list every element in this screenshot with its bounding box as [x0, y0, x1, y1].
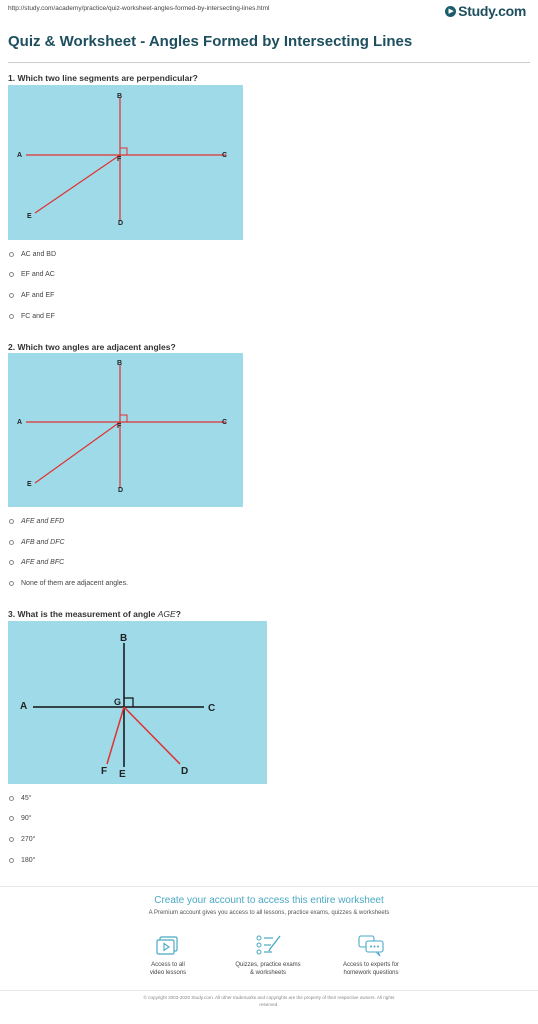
label-a: A — [17, 152, 23, 159]
page-url: http://study.com/academy/practice/quiz-worksheet-angles-formed-by-intersecting-lines.html — [8, 5, 270, 12]
question-3-figure — [8, 621, 267, 784]
label-b: B — [117, 360, 123, 367]
label-d: D — [181, 766, 189, 777]
quiz-checklist-icon — [253, 933, 283, 957]
title-divider — [8, 62, 530, 63]
radio-button[interactable] — [9, 293, 14, 298]
label-f: F — [117, 423, 122, 430]
cta-title[interactable]: Create your account to access this entire worksheet — [154, 895, 384, 906]
radio-button[interactable] — [9, 858, 14, 863]
logo-text: Study.com — [458, 3, 526, 19]
radio-button[interactable] — [9, 816, 14, 821]
label-e: E — [27, 481, 32, 488]
label-f: F — [117, 156, 122, 163]
label-b: B — [120, 633, 128, 644]
q3-option-2[interactable]: 90° — [9, 813, 32, 823]
q1-option-4[interactable]: FC and EF — [9, 311, 55, 321]
q2-option-4[interactable]: None of them are adjacent angles. — [9, 578, 128, 588]
q2-option-2[interactable]: AFB and DFC — [9, 537, 65, 547]
feature-experts: Access to experts for homework questions — [321, 933, 421, 977]
question-2-figure — [8, 353, 243, 507]
q3-option-3[interactable]: 270° — [9, 834, 35, 844]
question-1-prompt: 1. Which two line segments are perpendicular? — [8, 73, 198, 83]
radio-button[interactable] — [9, 560, 14, 565]
feature-video-lessons: Access to all video lessons — [118, 933, 218, 977]
radio-button[interactable] — [9, 581, 14, 586]
chat-bubbles-icon — [356, 933, 386, 957]
cta-subtitle: A Premium account gives you access to all lessons, practice exams, quizzes & worksheets — [148, 910, 390, 916]
question-1-figure — [8, 85, 243, 240]
q2-option-1[interactable]: AFE and EFD — [9, 516, 64, 526]
question-3-prompt: 3. What is the measurement of angle AGE? — [8, 609, 181, 619]
label-c: C — [208, 703, 216, 714]
radio-button[interactable] — [9, 837, 14, 842]
radio-button[interactable] — [9, 540, 14, 545]
q3-option-1[interactable]: 45° — [9, 793, 32, 803]
label-b: B — [117, 93, 123, 100]
video-lesson-icon — [153, 933, 183, 957]
radio-button[interactable] — [9, 519, 14, 524]
study-logo[interactable] — [445, 3, 526, 19]
question-2-prompt: 2. Which two angles are adjacent angles? — [8, 342, 176, 352]
label-c: C — [222, 419, 228, 426]
q3-option-4[interactable]: 180° — [9, 855, 35, 865]
label-d: D — [118, 487, 124, 494]
page-title: Quiz & Worksheet - Angles Formed by Intersecting Lines — [8, 33, 413, 50]
q2-option-3[interactable]: AFE and BFC — [9, 557, 64, 567]
label-g: G — [114, 697, 122, 707]
radio-button[interactable] — [9, 272, 14, 277]
cta-divider — [0, 886, 538, 887]
radio-button[interactable] — [9, 252, 14, 257]
copyright: © copyright 2003-2020 Study.com. All other trademarks and copyrights are the property of their respective owners. All rights reserved. — [143, 995, 395, 1007]
q1-option-3[interactable]: AF and EF — [9, 290, 54, 300]
label-e: E — [119, 769, 126, 780]
label-a: A — [17, 419, 23, 426]
q1-option-2[interactable]: EF and AC — [9, 269, 55, 279]
label-c: C — [222, 152, 228, 159]
radio-button[interactable] — [9, 796, 14, 801]
feature-quizzes: Quizzes, practice exams & worksheets — [218, 933, 318, 977]
label-e: E — [27, 213, 32, 220]
play-circle-icon: ▶ — [445, 6, 456, 17]
q1-option-1[interactable]: AC and BD — [9, 249, 56, 259]
label-d: D — [118, 220, 124, 227]
label-f: F — [101, 766, 108, 777]
radio-button[interactable] — [9, 314, 14, 319]
label-a: A — [20, 701, 28, 712]
footer-divider — [0, 990, 538, 991]
angle-name: AGE — [157, 609, 176, 619]
